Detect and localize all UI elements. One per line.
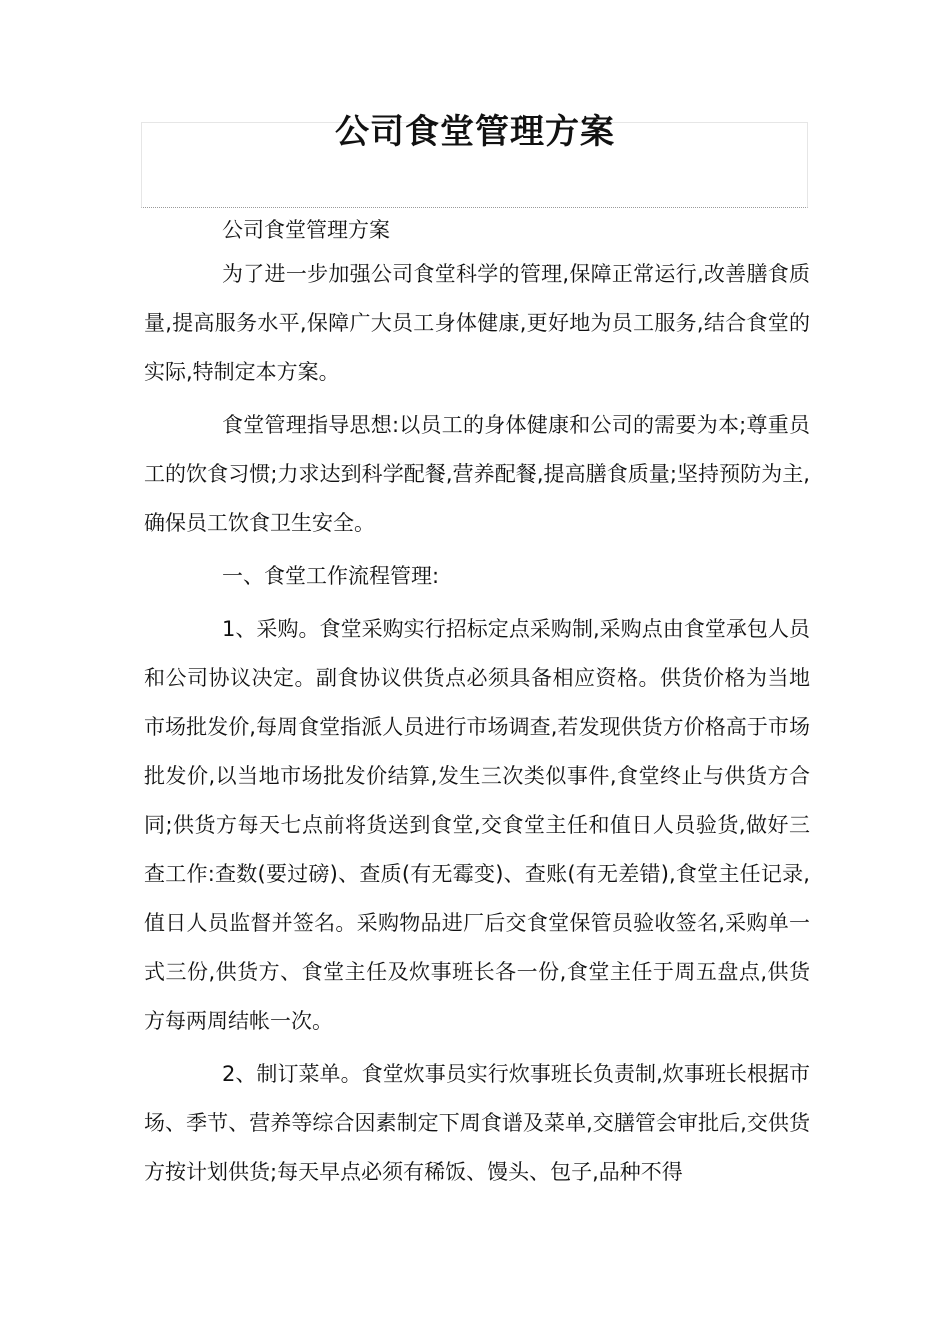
- guiding-principle-paragraph: 食堂管理指导思想:以员工的身体健康和公司的需要为本;尊重员工的饮食习惯;力求达到科学配餐,营养配餐,提高膳食质量;坚持预防为主,确保员工饮食卫生安全。: [144, 413, 810, 535]
- procurement-paragraph: 1、采购。食堂采购实行招标定点采购制,采购点由食堂承包人员和公司协议决定。副食协议供货点必须具备相应资格。供货价格为当地市场批发价,每周食堂指派人员进行市场调查,若发现供货方价格高于市场批发价,以当地市场批发价结算,发生三次类似事件,食堂终止与供货方合同;供货方每天七点前将货送到食堂,交食堂主任和值日人员验货,做好三查工作:查数(要过磅)、查质(有无霉变)、查账(有无差错),食堂主任记录,值日人员监督并签名。采购物品进厂后交食堂保管员验收签名,采购单一式三份,供货方、食堂主任及炊事班长各一份,食堂主任于周五盘点,供货方每两周结帐一次。: [144, 617, 810, 1033]
- section-heading-workflow: 一、食堂工作流程管理:: [222, 564, 440, 588]
- menu-planning-paragraph: 2、制订菜单。食堂炊事员实行炊事班长负责制,炊事班长根据市场、季节、营养等综合因素制定下周食谱及菜单,交膳管会审批后,交供货方按计划供货;每天早点必须有稀饭、馒头、包子,品种不得: [144, 1062, 810, 1184]
- intro-paragraph: 为了进一步加强公司食堂科学的管理,保障正常运行,改善膳食质量,提高服务水平,保障广大员工身体健康,更好地为员工服务,结合食堂的实际,特制定本方案。: [144, 262, 810, 384]
- document-body: [144, 210, 810, 1201]
- document-subtitle-paragraph: 公司食堂管理方案: [222, 218, 390, 242]
- document-title: 公司食堂管理方案: [335, 112, 615, 152]
